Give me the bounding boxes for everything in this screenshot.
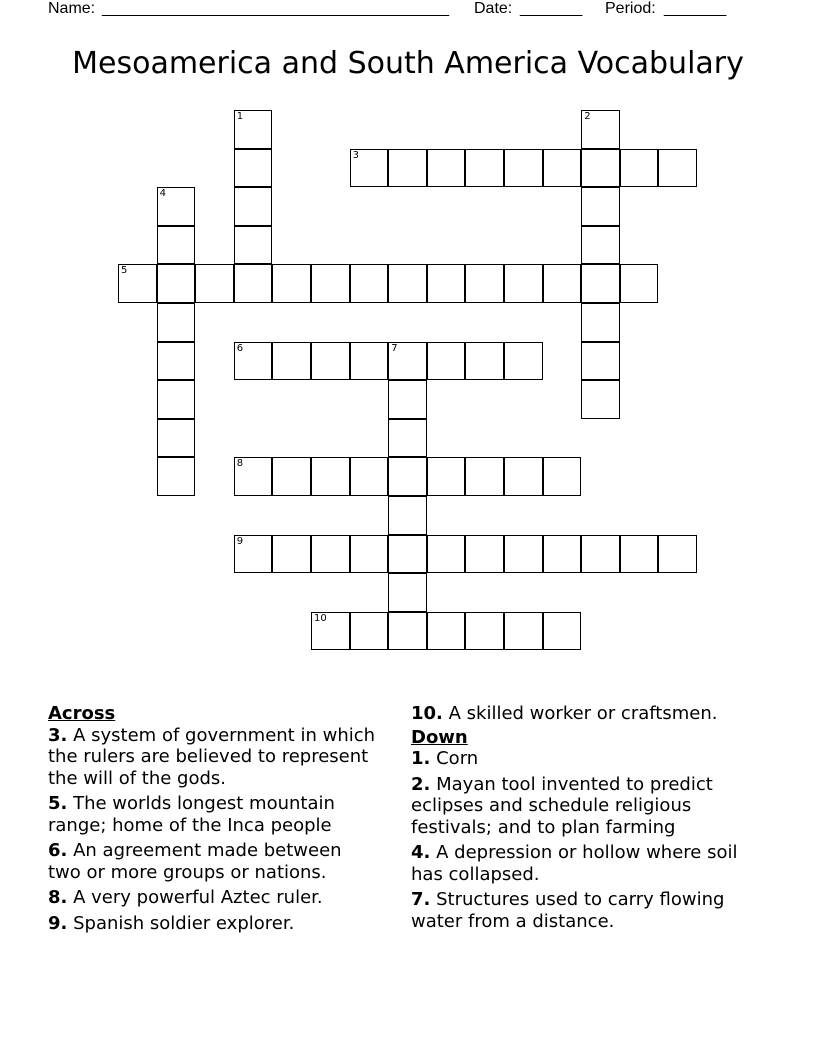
clues-left-column [48,703,378,938]
page-title: Mesoamerica and South America Vocabulary [72,46,744,81]
crossword-cell[interactable] [543,535,582,574]
clues-right-column [411,703,761,936]
crossword-cell[interactable] [311,342,350,381]
crossword-cell[interactable] [427,342,466,381]
clue-number-label: 7 [391,342,398,354]
crossword-cell[interactable] [350,457,389,496]
crossword-cell[interactable] [543,264,582,303]
crossword-cell[interactable] [620,535,659,574]
crossword-cell[interactable] [581,226,620,265]
clue-number-label: 3 [352,149,359,161]
crossword-cell[interactable] [350,535,389,574]
crossword-cell[interactable] [427,535,466,574]
crossword-cell[interactable] [581,149,620,188]
crossword-cell[interactable] [465,612,504,651]
clue-number: 4. [411,842,431,863]
crossword-cell[interactable] [543,149,582,188]
crossword-cell[interactable] [234,226,273,265]
clue-text: An agreement made between two or more groups or nations. [48,840,342,883]
name-blank[interactable]: _______________________________________ [102,0,450,17]
clue-text: Spanish soldier explorer. [73,912,295,934]
crossword-cell[interactable] [581,303,620,342]
period-label: Period: [605,0,656,17]
crossword-cell[interactable] [581,342,620,381]
period-blank[interactable]: _______ [664,0,727,17]
crossword-cell[interactable] [427,457,466,496]
down-clue [411,842,761,885]
clue-number: 10. [411,703,443,724]
clue-text: Mayan tool invented to predict eclipses and schedule religious festivals; and to plan farming [411,773,713,838]
crossword-cell[interactable] [388,264,427,303]
crossword-cell[interactable] [581,110,620,149]
crossword-cell[interactable] [350,612,389,651]
crossword-cell[interactable] [157,380,196,419]
crossword-cell[interactable] [427,612,466,651]
crossword-cell[interactable] [118,264,157,303]
date-blank[interactable]: _______ [520,0,583,17]
crossword-cell[interactable] [157,457,196,496]
crossword-cell[interactable] [157,419,196,458]
date-label: Date: [474,0,513,17]
clue-text: A depression or hollow where soil has collapsed. [411,842,738,885]
crossword-cell[interactable] [350,264,389,303]
crossword-cell[interactable] [234,535,273,574]
clue-number: 1. [411,748,431,769]
clue-number: 7. [411,889,431,910]
clue-number-label: 10 [314,612,327,624]
down-clue [411,889,761,932]
clue-number: 2. [411,773,431,795]
crossword-cell[interactable] [581,264,620,303]
crossword-cell[interactable] [504,612,543,651]
crossword-cell[interactable] [311,457,350,496]
across-clue [48,887,378,909]
crossword-cell[interactable] [465,149,504,188]
crossword-cell[interactable] [388,380,427,419]
crossword-cell[interactable] [388,573,427,612]
clue-number-label: 4 [159,188,166,200]
clue-text: A very powerful Aztec ruler. [73,887,323,908]
clue-number: 8. [48,887,68,908]
crossword-cell[interactable] [157,303,196,342]
crossword-cell[interactable] [658,535,697,574]
down-clue [411,748,761,770]
crossword-cell[interactable] [311,535,350,574]
crossword-cell[interactable] [465,342,504,381]
crossword-cell[interactable] [465,457,504,496]
crossword-cell[interactable] [234,457,273,496]
clue-text: A system of government in which the rulers are believed to represent the will of the gods. [48,724,376,789]
clue-number: 9. [48,912,68,934]
down-clue [411,774,761,839]
clue-text: Corn [436,748,479,769]
crossword-cell[interactable] [504,149,543,188]
crossword-cell[interactable] [504,342,543,381]
crossword-cell[interactable] [272,457,311,496]
crossword-cell[interactable] [388,149,427,188]
clue-number-label: 1 [236,111,244,122]
crossword-cell[interactable] [465,535,504,574]
crossword-cell[interactable] [311,612,350,651]
crossword-cell[interactable] [543,612,582,651]
clue-number-label: 8 [236,458,244,470]
crossword-cell[interactable] [504,264,543,303]
clue-text: The worlds longest mountain range; home of the Inca people [48,793,335,836]
crossword-cell[interactable] [157,264,196,303]
clue-number-label: 9 [236,535,244,547]
across-heading: Across [48,703,116,724]
crossword-cell[interactable] [350,149,389,188]
across-clue [48,840,378,883]
crossword-cell[interactable] [581,380,620,419]
crossword-cell[interactable] [620,149,659,188]
crossword-cell[interactable] [234,264,273,303]
crossword-cell[interactable] [234,110,273,149]
clue-text: A skilled worker or craftsmen. [448,703,718,724]
crossword-cell[interactable] [195,264,234,303]
crossword-cell[interactable] [388,342,427,381]
crossword-cell[interactable] [388,419,427,458]
crossword-cell[interactable] [620,264,659,303]
across-clue [48,913,378,935]
crossword-cell[interactable] [311,264,350,303]
crossword-cell[interactable] [504,535,543,574]
clue-number: 6. [48,840,68,861]
crossword-cell[interactable] [272,535,311,574]
clue-number-label: 6 [236,342,244,354]
crossword-cell[interactable] [388,496,427,535]
down-heading: Down [411,726,468,748]
crossword-cell[interactable] [581,535,620,574]
crossword-cell[interactable] [272,342,311,381]
across-clue [48,793,378,836]
crossword-cell[interactable] [234,149,273,188]
crossword-cell[interactable] [427,264,466,303]
crossword-cell[interactable] [157,342,196,381]
across-clue [48,725,378,790]
name-label: Name: [48,0,96,17]
crossword-cell[interactable] [658,149,697,188]
clue-number: 5. [48,793,68,814]
clue-number-label: 2 [584,111,591,122]
clue-number: 3. [48,724,68,746]
across-clue [411,703,761,725]
crossword-cell[interactable] [272,264,311,303]
crossword-cell[interactable] [504,457,543,496]
crossword-cell[interactable] [234,342,273,381]
crossword-cell[interactable] [157,187,196,226]
crossword-cell[interactable] [388,535,427,574]
crossword-cell[interactable] [543,457,582,496]
crossword-cell[interactable] [581,187,620,226]
clue-number-label: 5 [121,265,128,277]
crossword-cell[interactable] [388,612,427,651]
clue-text: Structures used to carry flowing water from a distance. [411,889,725,932]
crossword-cell[interactable] [350,342,389,381]
crossword-cell[interactable] [157,226,196,265]
crossword-cell[interactable] [427,149,466,188]
crossword-cell[interactable] [465,264,504,303]
crossword-cell[interactable] [234,187,273,226]
crossword-cell[interactable] [388,457,427,496]
